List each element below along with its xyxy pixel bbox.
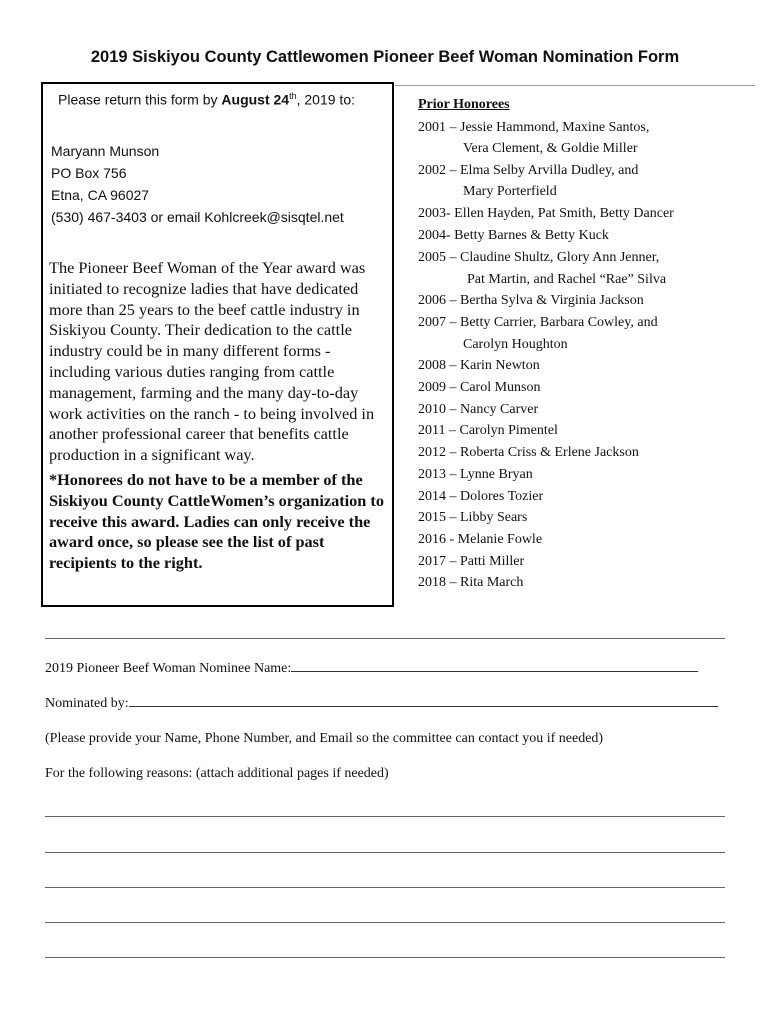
return-suffix: , 2019 to:: [296, 91, 355, 108]
honoree-line: Carolyn Houghton: [463, 337, 568, 352]
return-name: Maryann Munson: [51, 143, 160, 159]
return-po-box: PO Box 756: [51, 165, 127, 181]
honoree-line: 2016 - Melanie Fowle: [418, 532, 543, 547]
nominee-name-label: 2019 Pioneer Beef Woman Nominee Name:: [45, 661, 292, 676]
reason-line[interactable]: [45, 852, 725, 853]
reason-line[interactable]: [45, 816, 725, 817]
honoree-line: 2007 – Betty Carrier, Barbara Cowley, and: [418, 315, 658, 330]
honoree-line: 2008 – Karin Newton: [418, 358, 540, 373]
nominee-name-row: [45, 659, 698, 677]
honoree-line: 2005 – Claudine Shultz, Glory Ann Jenner,: [418, 250, 660, 265]
honoree-line: 2012 – Roberta Criss & Erlene Jackson: [418, 445, 639, 460]
prior-honorees-heading: Prior Honorees: [418, 97, 510, 112]
eligibility-note: *Honorees do not have to be a member of the Siskiyou County CattleWomen’s organization to receive this award. Ladies can only receive the award once, so please see the list of past recipients to the right.: [49, 470, 384, 573]
reason-line[interactable]: [45, 887, 725, 888]
honoree-line: Mary Porterfield: [463, 184, 557, 199]
honoree-line: 2015 – Libby Sears: [418, 510, 528, 525]
honoree-line: Vera Clement, & Goldie Miller: [463, 141, 638, 156]
return-prefix: Please return this form by: [58, 91, 222, 108]
title-divider: [395, 85, 755, 86]
return-date: August 24: [221, 91, 290, 108]
honoree-line: 2009 – Carol Munson: [418, 380, 541, 395]
section-divider: [45, 638, 725, 639]
honoree-line: 2003- Ellen Hayden, Pat Smith, Betty Dancer: [418, 206, 674, 221]
reasons-label: For the following reasons: (attach additional pages if needed): [45, 766, 389, 781]
honoree-line: 2017 – Patti Miller: [418, 554, 525, 569]
honoree-line: 2001 – Jessie Hammond, Maxine Santos,: [418, 120, 650, 135]
nominee-name-field[interactable]: [291, 659, 698, 672]
honoree-line: 2018 – Rita March: [418, 575, 524, 590]
honoree-line: Pat Martin, and Rachel “Rae” Silva: [467, 272, 667, 287]
nominated-by-label: Nominated by:: [45, 696, 129, 711]
award-description: The Pioneer Beef Woman of the Year award was initiated to recognize ladies that have dedicated more than 25 years to the beef cattle industry in Siskiyou County. Their dedication to the cattle industry could be in many different forms - including various duties ranging from cattle management, farming and the many day-to-day work activities on the ranch - to being involved in another professional career that benefits cattle production in a significant way.: [49, 258, 375, 465]
return-instructions: [58, 91, 355, 108]
honoree-line: 2004- Betty Barnes & Betty Kuck: [418, 228, 609, 243]
contact-instructions: (Please provide your Name, Phone Number, and Email so the committee can contact you if needed): [45, 731, 604, 746]
honoree-line: 2013 – Lynne Bryan: [418, 467, 533, 482]
honoree-line: 2006 – Bertha Sylva & Virginia Jackson: [418, 293, 644, 308]
return-date-suffix: th: [289, 91, 297, 101]
honoree-line: 2014 – Dolores Tozier: [418, 489, 544, 504]
return-city: Etna, CA 96027: [51, 187, 150, 203]
reason-line[interactable]: [45, 957, 725, 958]
honoree-line: 2002 – Elma Selby Arvilla Dudley, and: [418, 163, 639, 178]
honoree-line: 2011 – Carolyn Pimentel: [418, 423, 558, 438]
nominated-by-row: [45, 694, 718, 712]
honoree-line: 2010 – Nancy Carver: [418, 402, 539, 417]
return-contact: (530) 467-3403 or email Kohlcreek@sisqtel.net: [51, 209, 344, 225]
nominated-by-field[interactable]: [129, 694, 718, 707]
form-title: 2019 Siskiyou County Cattlewomen Pioneer Beef Woman Nomination Form: [90, 48, 680, 66]
reason-line[interactable]: [45, 922, 725, 923]
